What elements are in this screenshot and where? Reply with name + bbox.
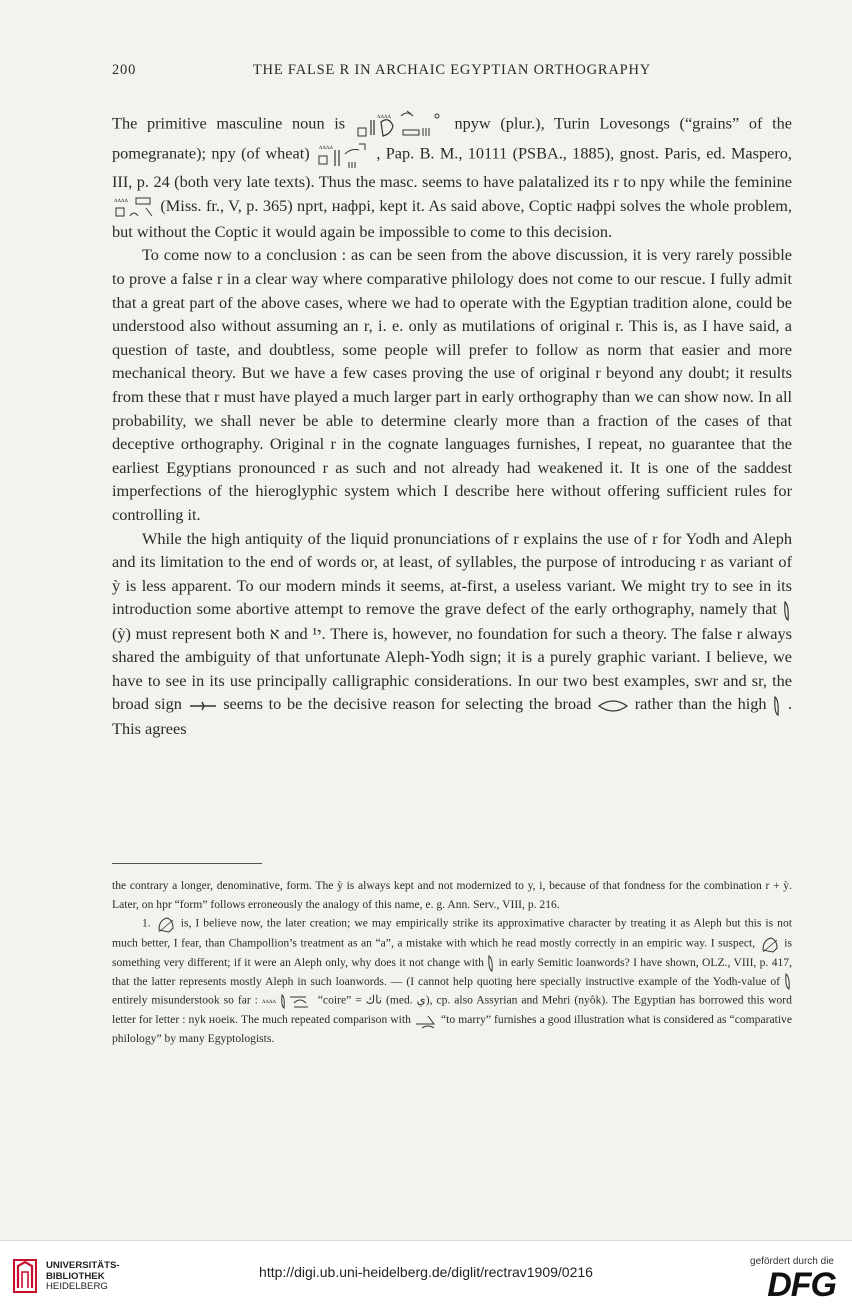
svg-text:ᴧᴧᴧᴧ: ᴧᴧᴧᴧ [319, 143, 334, 151]
p3-text-b: (ỳ) must represent both א and י¹. There is, however, no foundation for such a theory. The false r always shared the ambiguity of that unfortunate Aleph-Yodh sign; it is a purely graphic variant. I believe, we have to see in its use principally calligraphic considerations. In our two best examples, swr and sr, the broad sign [112, 623, 792, 714]
high-sign-icon [772, 695, 782, 717]
reed-leaf-small-2-icon [784, 973, 792, 991]
footnote-1-text-g: “to marry” furnishes a good illustration what is considered as “comparative philology” by many Egyptologists. [112, 1013, 792, 1045]
dfg-logo: DFG [767, 1266, 836, 1304]
hieroglyph-group-npyw-icon [355, 110, 445, 140]
library-name-line-3: HEIDELBERG [46, 1281, 108, 1293]
vulture-sign-2-icon [759, 934, 781, 954]
svg-text:ᴧᴧᴧᴧ: ᴧᴧᴧᴧ [376, 112, 391, 120]
svg-text:ᴧᴧᴧᴧ: ᴧᴧᴧᴧ [114, 195, 128, 204]
p1-text-c: , Pap. B. M., 10111 (PSBA., 1885), gnost. Paris, ed. Maspero, III, p. 24 (both very late texts). Thus the masc. seems to have palatalized its r to npy while the feminine [112, 143, 792, 191]
footnote-1-text-b: is, I believe now, the later creation; we may empirically strike its approximative character by treating it as Aleph but this is not much better, I fear, than Champollion’s treatment as an “a”, a mistake with which he read mostly correctly in an empiric way. I suspect, [112, 916, 792, 950]
reed-leaf-small-icon [487, 955, 495, 973]
mouth-sign-icon [597, 700, 629, 712]
footnote-continuation: the contrary a longer, denominative, form. The ỳ is always kept and not modernized to y, i, because of that fondness for the combination r + ỳ. Later, on hpr “form” follows erroneously the analogy of this name, e. g. Ann. Serv., VIII, p. 216. [112, 879, 792, 911]
p1-text-b: npyw (plur.), Turin Lovesongs (“grains” of the pomegranate); npy (of wheat) [112, 113, 792, 163]
hieroglyph-group-nprt-icon [112, 194, 156, 220]
footnote-1-text-f: “coire” = ناك (med. ي), cp. also Assyrian and Mehri (nyôk). The Egyptian has borrowed this word letter for letter : nyk ноеік. The much repeated comparison with [112, 994, 792, 1027]
source-url-link[interactable]: http://digi.ub.uni-heidelberg.de/diglit/rectrav1909/0216 [259, 1264, 593, 1280]
page-header [112, 62, 792, 84]
footnote-1-text-c: is something very different; if it were an Aleph only, why does it not change with [112, 936, 792, 970]
main-text [112, 110, 792, 740]
paragraph-1 [112, 110, 792, 243]
running-title: THE FALSE R IN ARCHAIC EGYPTIAN ORTHOGRAPHY [252, 62, 652, 78]
page-number: 200 [112, 62, 137, 78]
hieroglyph-group-npy-icon [315, 140, 371, 170]
p3-text-a: While the high antiquity of the liquid pronunciations of r explains the use of r for Yodh and Aleph and its limitation to the end of words or, at least, of syllables, the purpose of introducing r as variant of ỳ is less apparent. To our modern minds it seems, at-first, a useless variant. We might try to see in its introduction some abortive attempt to remove the grave defect of the early orthography, namely that [112, 528, 792, 619]
p3-text-c: seems to be the decisive reason for selecting the broad [223, 694, 592, 714]
p3-text-e: . This agrees [112, 694, 792, 738]
footnote-1-text-e: entirely misunderstook so far : [112, 994, 258, 1008]
p1-text-d: (Miss. fr., V, p. 365) nprt, нафрі, kept it. As said above, Coptic нафрі solves the whole problem, but without the Coptic it would again be impossible to come to this decision. [112, 195, 792, 241]
paragraph-2: To come now to a conclusion : as can be seen from the above discussion, it is very rarely possible to prove a false r in a clear way where comparative philology does not come to our rescue. I fully admit that a great part of the above cases, where we had to operate with the Egyptian tradition alone, could be understood also without assuming an r, i. e. only as mutilations of original r. This is, as I have said, a question of taste, and doubtless, some people will prefer to follow as norm that easier and more mechanical theory. But we have a few cases proving the use of original r beyond any doubt; it results from these that r must have played a much larger part in early orthography than we can show now. In all probability, we shall never be able to determine clearly more than a fraction of the cases of that deceptive orthography. Original r in the cognate languages furnishes, I repeat, no guarantee that the earliest Egyptians pronounced r as such and not already had weakened it. It is one of the saddest imperfections of the hieroglyphic system which I describe here without offering sufficient rules for controlling it. [112, 245, 792, 524]
reed-leaf-sign-icon [782, 600, 792, 622]
hieroglyph-group-nyk-icon [262, 991, 314, 1011]
svg-text:ᴧᴧᴧᴧ: ᴧᴧᴧᴧ [261, 997, 276, 1006]
p1-text-a: The primitive masculine noun is [112, 113, 346, 133]
footnote-1 [112, 914, 792, 1048]
library-name-line-1: UNIVERSITÄTS- [46, 1260, 120, 1271]
broad-sign-icon [188, 700, 218, 712]
marry-sign-icon [414, 1012, 438, 1030]
p3-text-d: rather than the high [634, 694, 767, 714]
footnote-1-text-d: in early Semitic loanwords? I have shown, OLZ., VIII, p. 417, that the latter represents mostly Aleph in such loanwords. — (I cannot help quoting here specially instructive example of the Yodh-value of [112, 956, 793, 988]
funded-by-label: gefördert durch die [750, 1256, 834, 1267]
library-name-line-2: BIBLIOTHEK [46, 1270, 105, 1282]
footnote-divider [112, 863, 262, 864]
footnotes [112, 877, 792, 1049]
paragraph-3 [112, 527, 792, 741]
vulture-sign-icon [155, 914, 177, 934]
footnote-1-number: 1. [142, 916, 151, 930]
